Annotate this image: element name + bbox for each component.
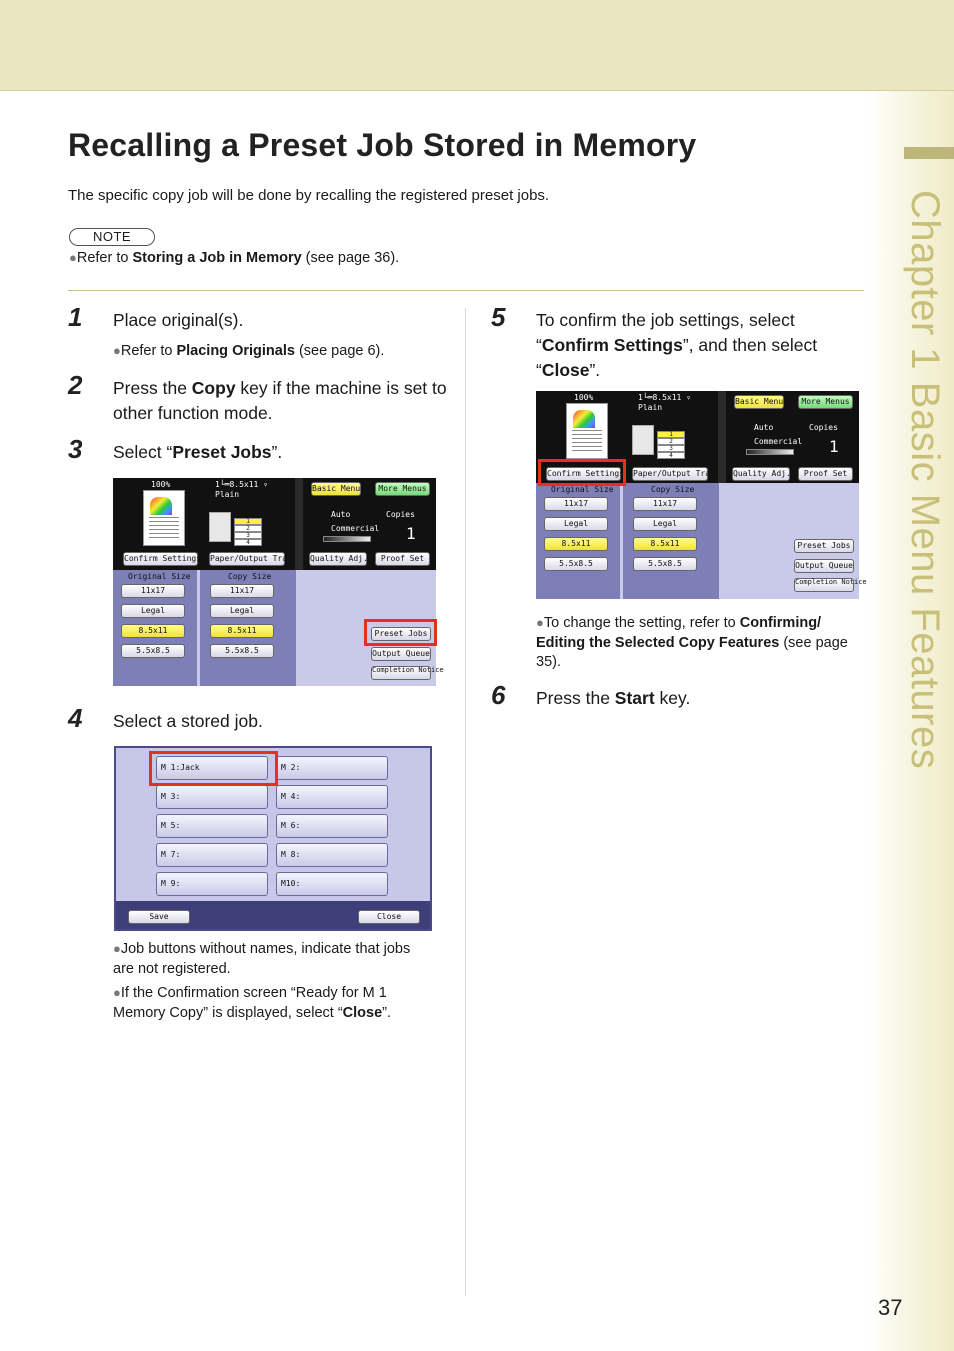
chapter-marker-bar bbox=[904, 147, 954, 159]
original-legal-button[interactable]: Legal bbox=[121, 604, 185, 618]
column-divider bbox=[465, 308, 466, 1296]
output-queue-button[interactable]: Output Queue bbox=[794, 559, 854, 573]
original-letter-button[interactable]: 8.5x11 bbox=[544, 537, 608, 551]
more-menus-button[interactable]: More Menus bbox=[375, 482, 430, 496]
copies-value: 1 bbox=[829, 437, 839, 456]
copies-label: Copies bbox=[809, 423, 838, 432]
paper-type-label: Plain bbox=[638, 403, 663, 412]
close-button[interactable]: Close bbox=[358, 910, 420, 924]
memory-job-highlight bbox=[149, 751, 278, 786]
note-badge: NOTE bbox=[69, 228, 155, 246]
step-2-number: 2 bbox=[68, 370, 83, 400]
bullet-dot-icon: ● bbox=[113, 941, 121, 956]
memory-job-button[interactable]: M 2: bbox=[276, 756, 388, 780]
step-5-number: 5 bbox=[491, 302, 506, 332]
auto-label: Auto bbox=[754, 423, 774, 432]
step-1-bullet: ●Refer to Placing Originals (see page 6). bbox=[113, 343, 385, 359]
bullet-dot-icon: ● bbox=[536, 615, 544, 630]
commercial-label: Commercial bbox=[754, 437, 803, 446]
preset-jobs-highlight bbox=[364, 619, 437, 646]
copy-11x17-button[interactable]: 11x17 bbox=[210, 584, 274, 598]
step-4-bullet-2: ●If the Confirmation screen “Ready for M 1 Memory Copy” is displayed, select “Close”. bbox=[113, 985, 392, 1021]
memory-job-button[interactable]: M 6: bbox=[276, 814, 388, 838]
step-4-text: Select a stored job. bbox=[113, 711, 263, 731]
memory-job-button[interactable]: M 5: bbox=[156, 814, 268, 838]
paper-type-label: Plain bbox=[215, 490, 240, 499]
output-queue-button[interactable]: Output Queue bbox=[371, 647, 431, 661]
memory-job-button[interactable]: M 1:Jack bbox=[156, 756, 268, 780]
original-size-label: Original Size bbox=[128, 572, 191, 581]
memory-job-button[interactable]: M 7: bbox=[156, 843, 268, 867]
copy-screen-confirm bbox=[536, 391, 867, 599]
step-3-number: 3 bbox=[68, 434, 83, 464]
bullet-dot-icon: ● bbox=[113, 985, 121, 1000]
confirm-settings-button[interactable]: Confirm Settings bbox=[123, 552, 198, 566]
copier-icon bbox=[209, 512, 231, 542]
bullet-dot-icon: ● bbox=[113, 343, 121, 358]
note-text: ●Refer to Storing a Job in Memory (see page 36). bbox=[69, 250, 400, 266]
quality-adj-button[interactable]: Quality Adj. bbox=[309, 552, 367, 566]
copy-statement-button[interactable]: 5.5x8.5 bbox=[633, 557, 697, 571]
step-6-text: Press the Start key. bbox=[536, 688, 691, 708]
completion-notice-button[interactable]: Completion Notice bbox=[794, 578, 854, 592]
paper-info-label: 1└═8.5x11 ▿ bbox=[638, 393, 691, 402]
copier-icon bbox=[632, 425, 654, 455]
document-preview-icon bbox=[566, 403, 608, 459]
step-3-text: Select “Preset Jobs”. bbox=[113, 442, 283, 462]
proof-set-button[interactable]: Proof Set bbox=[798, 467, 853, 481]
commercial-label: Commercial bbox=[331, 524, 380, 533]
step-6-number: 6 bbox=[491, 680, 506, 710]
density-slider[interactable] bbox=[746, 449, 794, 455]
copies-label: Copies bbox=[386, 510, 415, 519]
copy-size-label: Copy Size bbox=[651, 485, 695, 494]
basic-menu-button[interactable]: Basic Menu bbox=[311, 482, 361, 496]
step-1-number: 1 bbox=[68, 302, 83, 332]
memory-job-button[interactable]: M 3: bbox=[156, 785, 268, 809]
original-legal-button[interactable]: Legal bbox=[544, 517, 608, 531]
original-11x17-button[interactable]: 11x17 bbox=[121, 584, 185, 598]
memory-job-button[interactable]: M 8: bbox=[276, 843, 388, 867]
copy-legal-button[interactable]: Legal bbox=[633, 517, 697, 531]
confirm-settings-button[interactable]: Confirm Settings bbox=[546, 467, 621, 481]
page-title: Recalling a Preset Job Stored in Memory bbox=[68, 127, 697, 163]
copy-screen-preset bbox=[113, 478, 444, 686]
bullet-dot-icon: ● bbox=[69, 250, 77, 265]
step-5-text: To confirm the job settings, select “Confirm Settings”, and then select “Close”. bbox=[536, 310, 818, 380]
preset-jobs-button[interactable]: Preset Jobs bbox=[371, 627, 431, 641]
original-letter-button[interactable]: 8.5x11 bbox=[121, 624, 185, 638]
zoom-label: 100% bbox=[574, 393, 594, 402]
copy-letter-button[interactable]: 8.5x11 bbox=[210, 624, 274, 638]
copy-size-label: Copy Size bbox=[228, 572, 272, 581]
tray-stack-icon: 1 2 3 4 bbox=[657, 431, 685, 459]
tray-stack-icon: 1 2 3 4 bbox=[234, 518, 262, 546]
basic-menu-button[interactable]: Basic Menu bbox=[734, 395, 784, 409]
step-5-bullet: ●To change the setting, refer to Confirming/ Editing the Selected Copy Features (see page 35). bbox=[536, 615, 848, 670]
memory-job-button[interactable]: M 4: bbox=[276, 785, 388, 809]
original-11x17-button[interactable]: 11x17 bbox=[544, 497, 608, 511]
step-1-text: Place original(s). bbox=[113, 310, 244, 330]
paper-info-label: 1└═8.5x11 ▿ bbox=[215, 480, 268, 489]
quality-adj-button[interactable]: Quality Adj. bbox=[732, 467, 790, 481]
page-number: 37 bbox=[878, 1295, 903, 1320]
original-statement-button[interactable]: 5.5x8.5 bbox=[121, 644, 185, 658]
step-4-bullet-1: ●Job buttons without names, indicate that jobs are not registered. bbox=[113, 941, 411, 977]
copy-letter-button[interactable]: 8.5x11 bbox=[633, 537, 697, 551]
auto-label: Auto bbox=[331, 510, 351, 519]
confirm-settings-highlight bbox=[538, 459, 626, 486]
document-preview-icon bbox=[143, 490, 185, 546]
header-band bbox=[0, 0, 954, 91]
section-divider bbox=[68, 290, 864, 291]
paper-output-tray-button[interactable]: Paper/Output Tray bbox=[209, 552, 285, 566]
step-2-text: Press the Copy key if the machine is set to other function mode. bbox=[113, 378, 447, 423]
step-4-number: 4 bbox=[68, 703, 83, 733]
more-menus-button[interactable]: More Menus bbox=[798, 395, 853, 409]
preset-jobs-button[interactable]: Preset Jobs bbox=[794, 539, 854, 553]
copy-11x17-button[interactable]: 11x17 bbox=[633, 497, 697, 511]
original-statement-button[interactable]: 5.5x8.5 bbox=[544, 557, 608, 571]
intro-text: The specific copy job will be done by recalling the registered preset jobs. bbox=[68, 187, 550, 204]
note-link: Storing a Job in Memory bbox=[132, 250, 302, 266]
copy-legal-button[interactable]: Legal bbox=[210, 604, 274, 618]
memory-job-button[interactable]: M10: bbox=[276, 872, 388, 896]
save-button[interactable]: Save bbox=[128, 910, 190, 924]
completion-notice-button[interactable]: Completion Notice bbox=[371, 666, 431, 680]
memory-job-button[interactable]: M 9: bbox=[156, 872, 268, 896]
memory-jobs-screen bbox=[114, 746, 432, 931]
paper-output-tray-button[interactable]: Paper/Output Tray bbox=[632, 467, 708, 481]
density-slider[interactable] bbox=[323, 536, 371, 542]
proof-set-button[interactable]: Proof Set bbox=[375, 552, 430, 566]
copies-value: 1 bbox=[406, 524, 416, 543]
copy-statement-button[interactable]: 5.5x8.5 bbox=[210, 644, 274, 658]
original-size-label: Original Size bbox=[551, 485, 614, 494]
zoom-label: 100% bbox=[151, 480, 171, 489]
chapter-label: Chapter 1 Basic Menu Features bbox=[903, 190, 947, 770]
